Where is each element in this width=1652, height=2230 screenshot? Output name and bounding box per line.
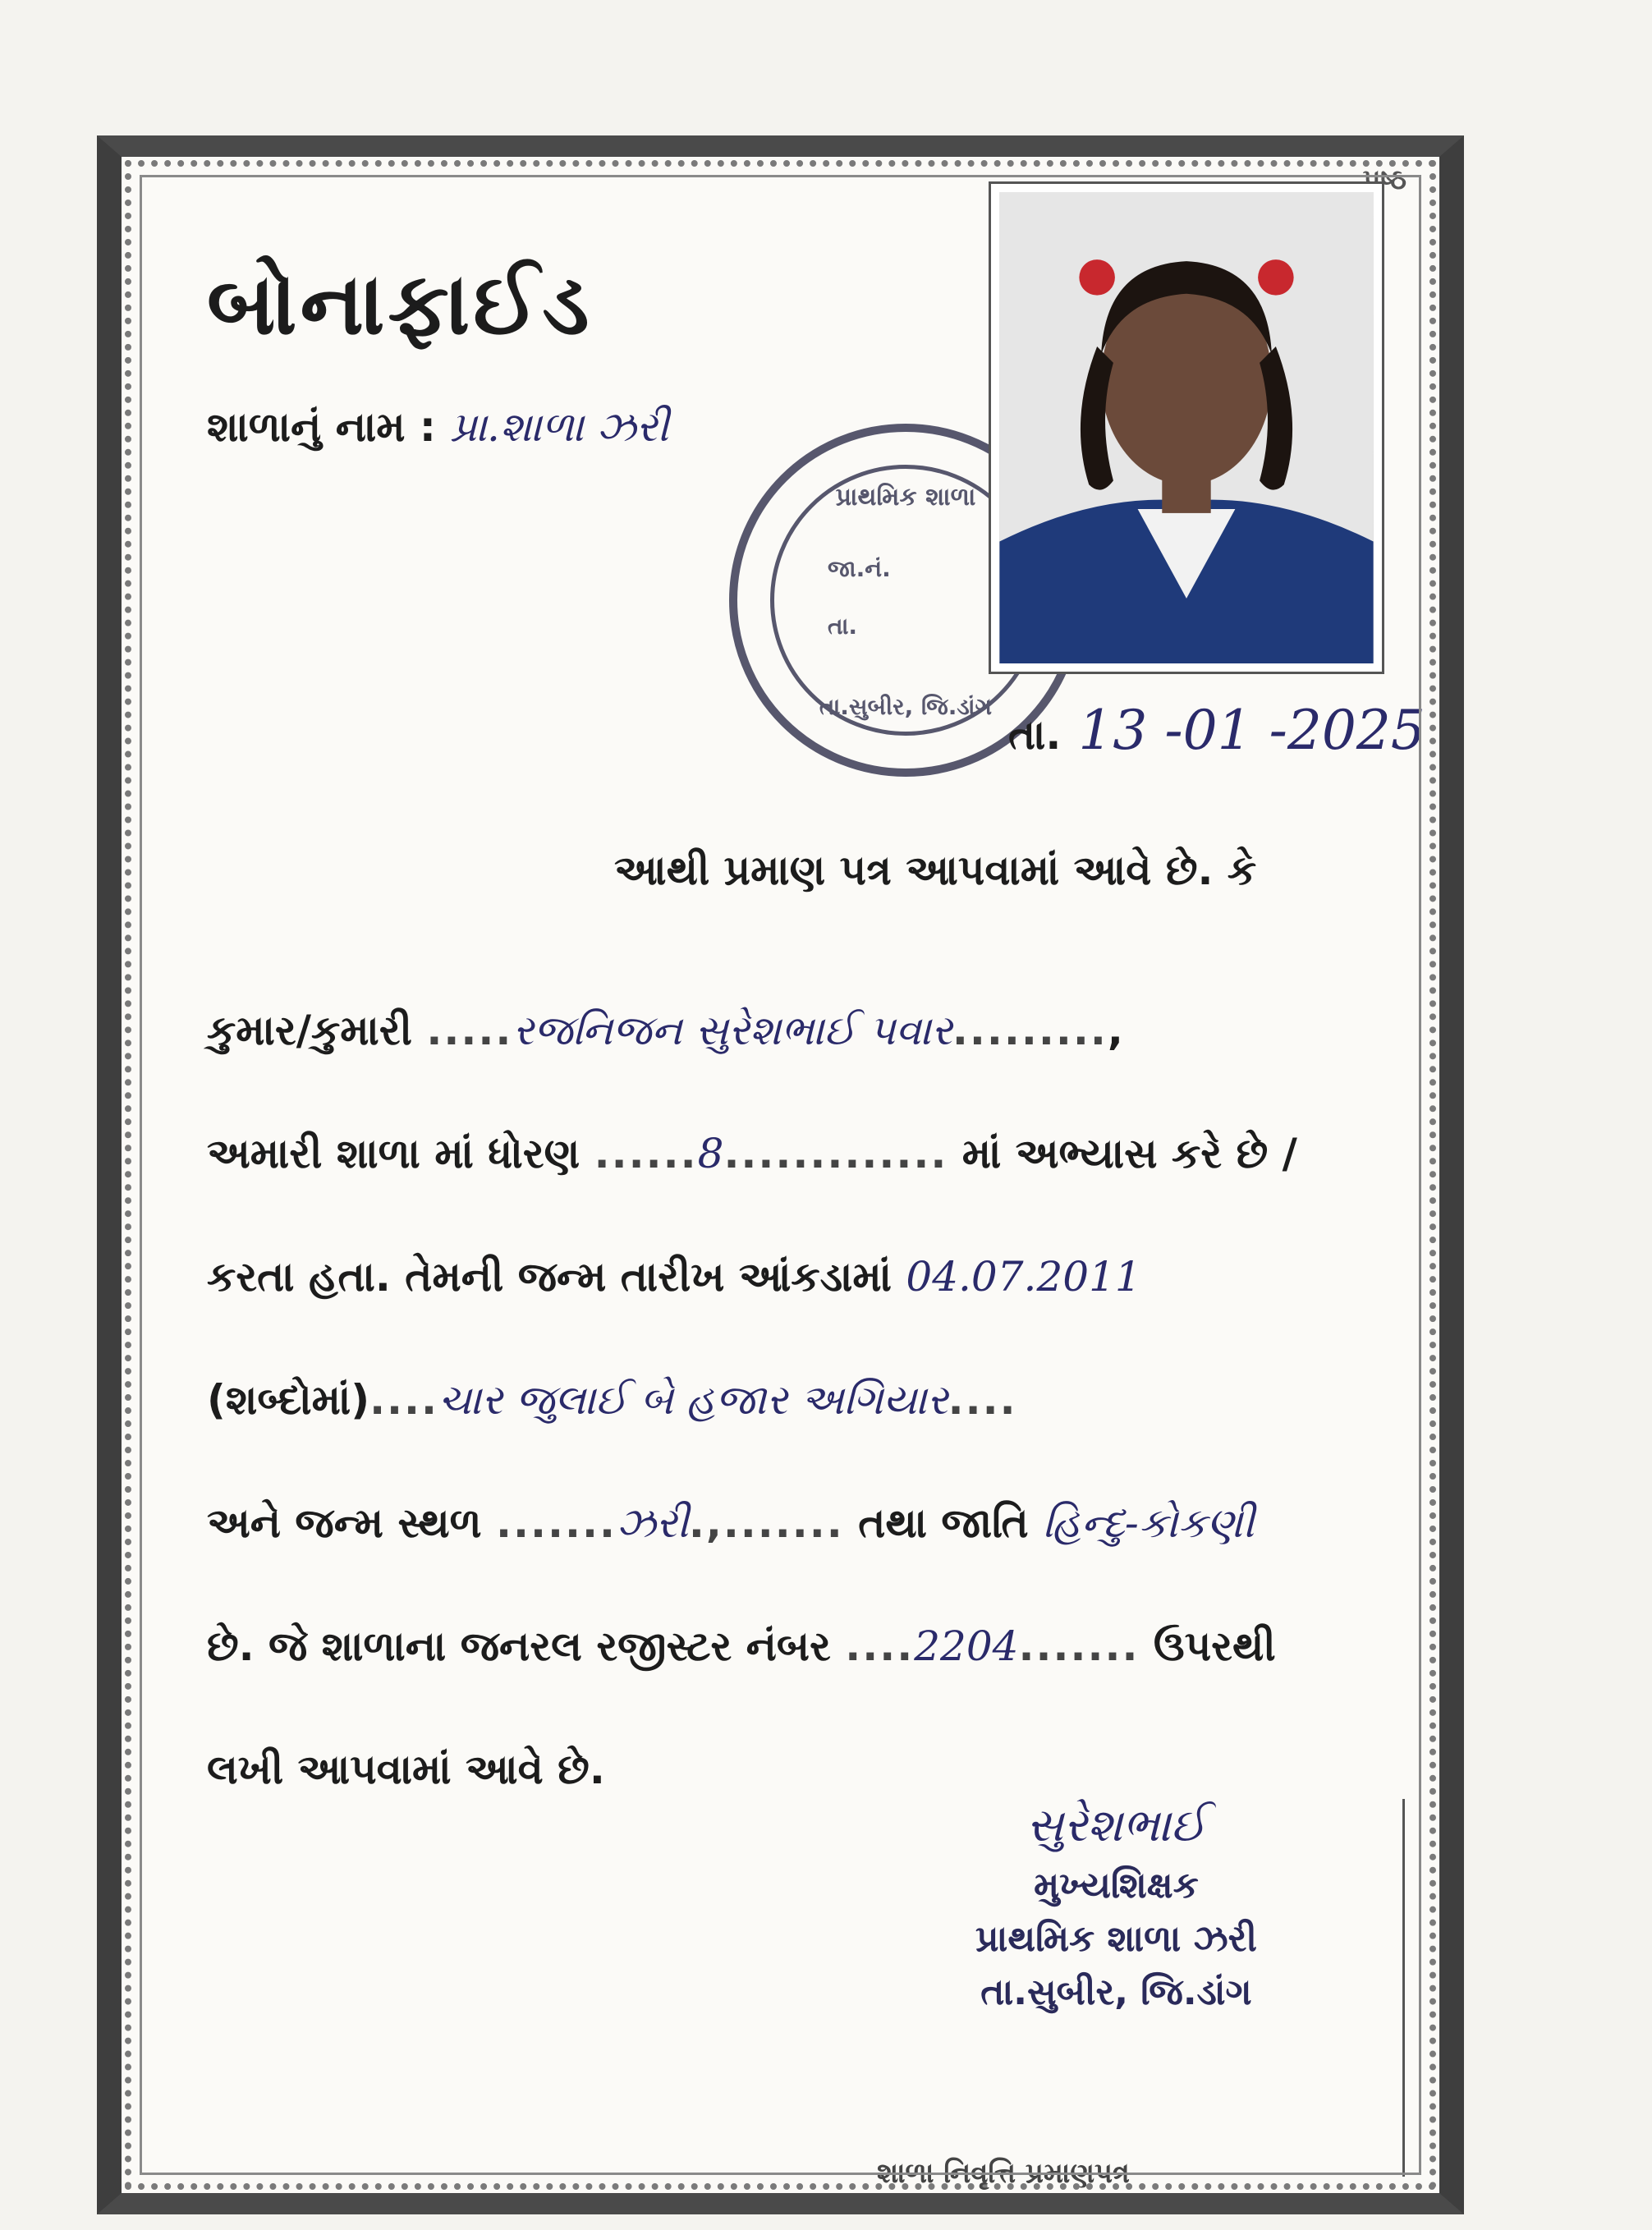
caste-value: હિન્દુ-કોકણી xyxy=(1043,1499,1255,1547)
certificate-title: બોનાફાઈડ xyxy=(207,254,593,354)
school-name-label: શાળાનું નામ : xyxy=(207,403,436,451)
closing-line: લખી આપવામાં આવે છે. xyxy=(207,1746,605,1793)
register-value: 2204 xyxy=(914,1622,1019,1670)
birth-date-label: કરતા હતા. તેમની જન્મ તારીખ આંકડામાં xyxy=(207,1253,892,1301)
signatory-title: મુખ્યશિક્ષક xyxy=(1034,1865,1199,1907)
issue-date-value: 13 -01 -2025 xyxy=(1078,699,1425,762)
standard-row: અમારી શાળા માં ધોરણ ......8............. માં અભ્યાસ કરે છે / xyxy=(207,1130,1297,1177)
birth-words-row: (શબ્દોમાં)....ચાર જુલાઈ બે હજાર અગિયાર.... xyxy=(207,1376,1017,1424)
certificate-intro: આથી પ્રમાણ પત્ર આપવામાં આવે છે. કે xyxy=(614,847,1257,894)
caste-label: તથા જાતિ xyxy=(858,1499,1029,1547)
student-photo xyxy=(989,181,1384,674)
standard-label: અમારી શાળા માં ધોરણ xyxy=(207,1130,580,1177)
student-portrait-icon xyxy=(999,192,1374,663)
student-photo-image xyxy=(999,192,1374,663)
signature: સુરેશભાઈ xyxy=(1026,1799,1207,1852)
standard-value: 8 xyxy=(697,1130,724,1177)
school-name-value: પ્રા.શાળા ઝરી xyxy=(450,403,669,451)
issue-date-label: તા. xyxy=(1008,711,1062,759)
birth-date-value: 04.07.2011 xyxy=(906,1253,1141,1301)
stamp-field-date: તા. xyxy=(828,613,858,640)
register-suffix: ઉપરથી xyxy=(1153,1622,1276,1670)
birth-place-value: ઝરી xyxy=(616,1499,689,1547)
student-name-label: કુમાર/કુમારી xyxy=(207,1007,412,1054)
signatory-block xyxy=(975,1799,1257,2013)
stamp-field-number: જા.નં. xyxy=(828,555,891,582)
issue-date xyxy=(1008,699,1425,762)
stamp-bottom-text: તા.સુબીર, જિ.ડાંગ xyxy=(819,693,993,720)
register-label: છે. જે શાળાના જનરલ રજીસ્ટર નંબર xyxy=(207,1622,831,1670)
birth-date-row xyxy=(207,1253,1141,1301)
student-name-suffix: , xyxy=(1107,1007,1123,1054)
student-name-value: રજનિજન સુરેશભાઈ પવાર xyxy=(512,1007,952,1054)
standard-suffix: માં અભ્યાસ કરે છે / xyxy=(961,1130,1297,1177)
corner-label: પૃષ્ઠ xyxy=(1362,163,1406,196)
bonafide-certificate xyxy=(97,135,1464,2214)
school-stamp xyxy=(729,424,1082,777)
school-name-row xyxy=(207,403,669,452)
birth-words-label: (શબ્દોમાં) xyxy=(207,1376,370,1424)
birth-words-value: ચાર જુલાઈ બે હજાર અગિયાર xyxy=(438,1376,948,1424)
signatory-location: તા.સુબીર, જિ.ડાંગ xyxy=(980,1971,1252,2013)
student-name-row: કુમાર/કુમારી .....રજનિજન સુરેશભાઈ પવાર........., xyxy=(207,1007,1123,1054)
stamp-top-text: પ્રાથમિક શાળા xyxy=(835,483,976,512)
footer-text: શાળા નિવૃત્તિ પ્રમાણપત્ર xyxy=(877,2157,1130,2190)
birth-place-row: અને જન્મ સ્થળ .......ઝરી.,....... તથા જાતિ હિન્દુ-કોકણી xyxy=(207,1499,1255,1547)
register-row: છે. જે શાળાના જનરલ રજીસ્ટર નંબર ....2204....... ઉપરથી xyxy=(207,1622,1276,1670)
signatory-school: પ્રાથમિક શાળા ઝરી xyxy=(975,1918,1257,1960)
birth-place-label: અને જન્મ સ્થળ xyxy=(207,1499,482,1547)
divider-line xyxy=(1402,1799,1405,2177)
